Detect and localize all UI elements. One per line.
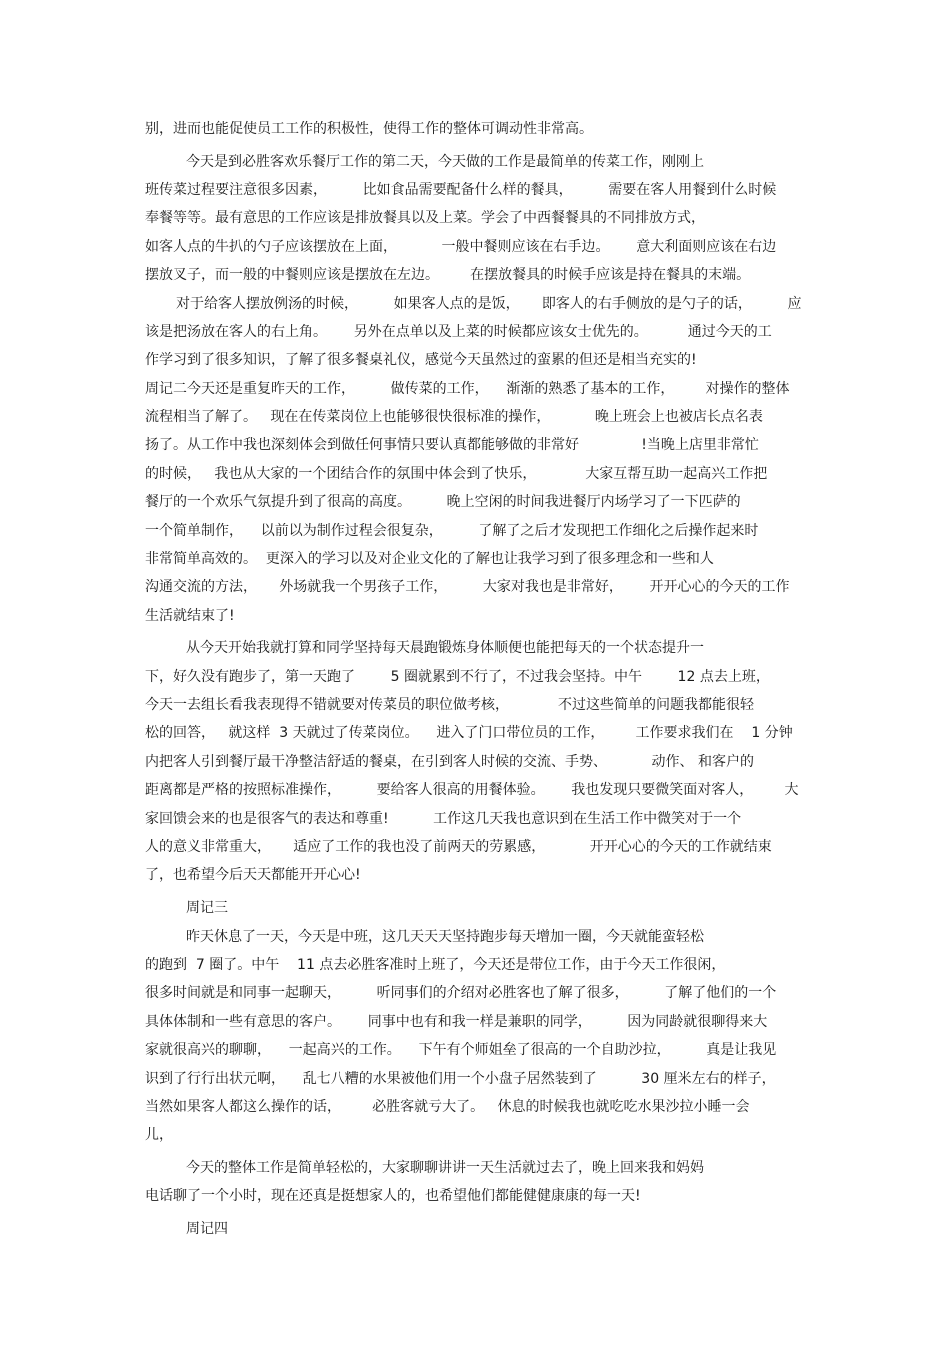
text-line: 下，好久没有跑步了，第一天跑了 5 圈就累到不行了，不过我会坚持。中午 12 点去上班， (145, 669, 770, 685)
text-line: 的跑到 7 圈了。中午 11 点去必胜客准时上班了，今天还是带位工作，由于今天工作很闲， (145, 957, 726, 973)
text-line: 松的回答， 就这样 3 天就过了传菜岗位。 进入了门口带位员的工作， 工作要求我们在 1 分钟 (145, 725, 793, 741)
text-line: 班传菜过程要注意很多因素， 比如食品需要配备什么样的餐具， 需要在客人用餐到什么时候 (145, 182, 777, 198)
text-line: 儿， (145, 1127, 173, 1143)
text-line: 当然如果客人都这么操作的话， 必胜客就亏大了。 休息的时候我也就吃吃水果沙拉小睡一会 (145, 1099, 750, 1115)
text-line: 距离都是严格的按照标准操作， 要给客人很高的用餐体验。 我也发现只要微笑面对客人， 大 (145, 782, 799, 798)
text-line: 沟通交流的方法， 外场就我一个男孩子工作， 大家对我也是非常好， 开开心心的今天的工作 (145, 579, 790, 595)
paragraph-first-line: 从今天开始我就打算和同学坚持每天晨跑锻炼身体顺便也能把每天的一个状态提升一 (186, 640, 704, 656)
text-line: 作学习到了很多知识，了解了很多餐桌礼仪，感觉今天虽然过的蛮累的但还是相当充实的! (145, 352, 697, 368)
text-line: 流程相当了解了。 现在在传菜岗位上也能够很快很标准的操作， 晚上班会上也被店长点名表 (145, 409, 763, 425)
text-line: 人的意义非常重大， 适应了工作的我也没了前两天的劳累感， 开开心心的今天的工作就结束 (145, 839, 772, 855)
text-line: 扬了。从工作中我也深刻体会到做任何事情只要认真都能够做的非常好 !当晚上店里非常忙 (145, 437, 759, 453)
text-line: 今天一去组长看我表现得不错就要对传菜员的职位做考核， 不过这些简单的问题我都能很轻 (145, 697, 754, 713)
text-line: 别，进而也能促使员工工作的积极性，使得工作的整体可调动性非常高。 (145, 121, 593, 137)
text-line: 一个简单制作， 以前以为制作过程会很复杂， 了解了之后才发现把工作细化之后操作起来时 (145, 523, 759, 539)
text-line: 摆放叉子，而一般的中餐则应该是摆放在左边。 在摆放餐具的时候手应该是持在餐具的末端。 (145, 267, 751, 283)
paragraph-first-line: 对于给客人摆放例汤的时候， 如果客人点的是饭， 即客人的右手侧放的是勺子的话， 应 (176, 296, 802, 312)
text-line: 电话聊了一个小时，现在还真是挺想家人的，也希望他们都能健健康康的每一天! (145, 1188, 641, 1204)
text-line: 家回馈会来的也是很客气的表达和尊重! 工作这几天我也意识到在生活工作中微笑对于一个 (145, 811, 742, 827)
text-line: 内把客人引到餐厅最干净整洁舒适的餐桌，在引到客人时候的交流、手势、 动作、 和客户的 (145, 754, 754, 770)
text-line: 周记二今天还是重复昨天的工作， 做传菜的工作， 渐渐的熟悉了基本的工作， 对操作的整体 (145, 381, 790, 397)
paragraph-first-line: 昨天休息了一天，今天是中班，这几天天天坚持跑步每天增加一圈，今天就能蛮轻松 (186, 929, 704, 945)
section-heading: 周记四 (186, 1221, 228, 1237)
text-line: 很多时间就是和同事一起聊天， 听同事们的介绍对必胜客也了解了很多， 了解了他们的一个 (145, 985, 777, 1001)
text-line: 如客人点的牛扒的勺子应该摆放在上面， 一般中餐则应该在右手边。 意大利面则应该在右边 (145, 239, 777, 255)
section-heading: 周记三 (186, 900, 228, 916)
paragraph-first-line: 今天是到必胜客欢乐餐厅工作的第二天，今天做的工作是最简单的传菜工作，刚刚上 (186, 154, 704, 170)
paragraph-first-line: 今天的整体工作是简单轻松的，大家聊聊讲讲一天生活就过去了，晚上回来我和妈妈 (186, 1160, 704, 1176)
text-line: 奉餐等等。最有意思的工作应该是排放餐具以及上菜。学会了中西餐餐具的不同排放方式， (145, 210, 705, 226)
text-line: 家就很高兴的聊聊， 一起高兴的工作。 下午有个师姐垒了很高的一个自助沙拉， 真是让我见 (145, 1042, 777, 1058)
text-line: 该是把汤放在客人的右上角。 另外在点单以及上菜的时候都应该女士优先的。 通过今天的工 (145, 324, 772, 340)
text-line: 非常简单高效的。 更深入的学习以及对企业文化的了解也让我学习到了很多理念和一些和人 (145, 551, 714, 567)
text-line: 具体体制和一些有意思的客户。 同事中也有和我一样是兼职的同学， 因为同龄就很聊得来大 (145, 1014, 768, 1030)
text-line: 生活就结束了! (145, 608, 235, 624)
text-line: 的时候， 我也从大家的一个团结合作的氛围中体会到了快乐， 大家互帮互助一起高兴工作把 (145, 466, 768, 482)
text-line: 餐厅的一个欢乐气氛提升到了很高的高度。 晚上空闲的时间我进餐厅内场学习了一下匹萨的 (145, 494, 741, 510)
text-line: 了，也希望今后天天都能开开心心! (145, 867, 361, 883)
text-line: 识到了行行出状元啊， 乱七八糟的水果被他们用一个小盘子居然装到了 30 厘米左右的样子， (145, 1071, 776, 1087)
